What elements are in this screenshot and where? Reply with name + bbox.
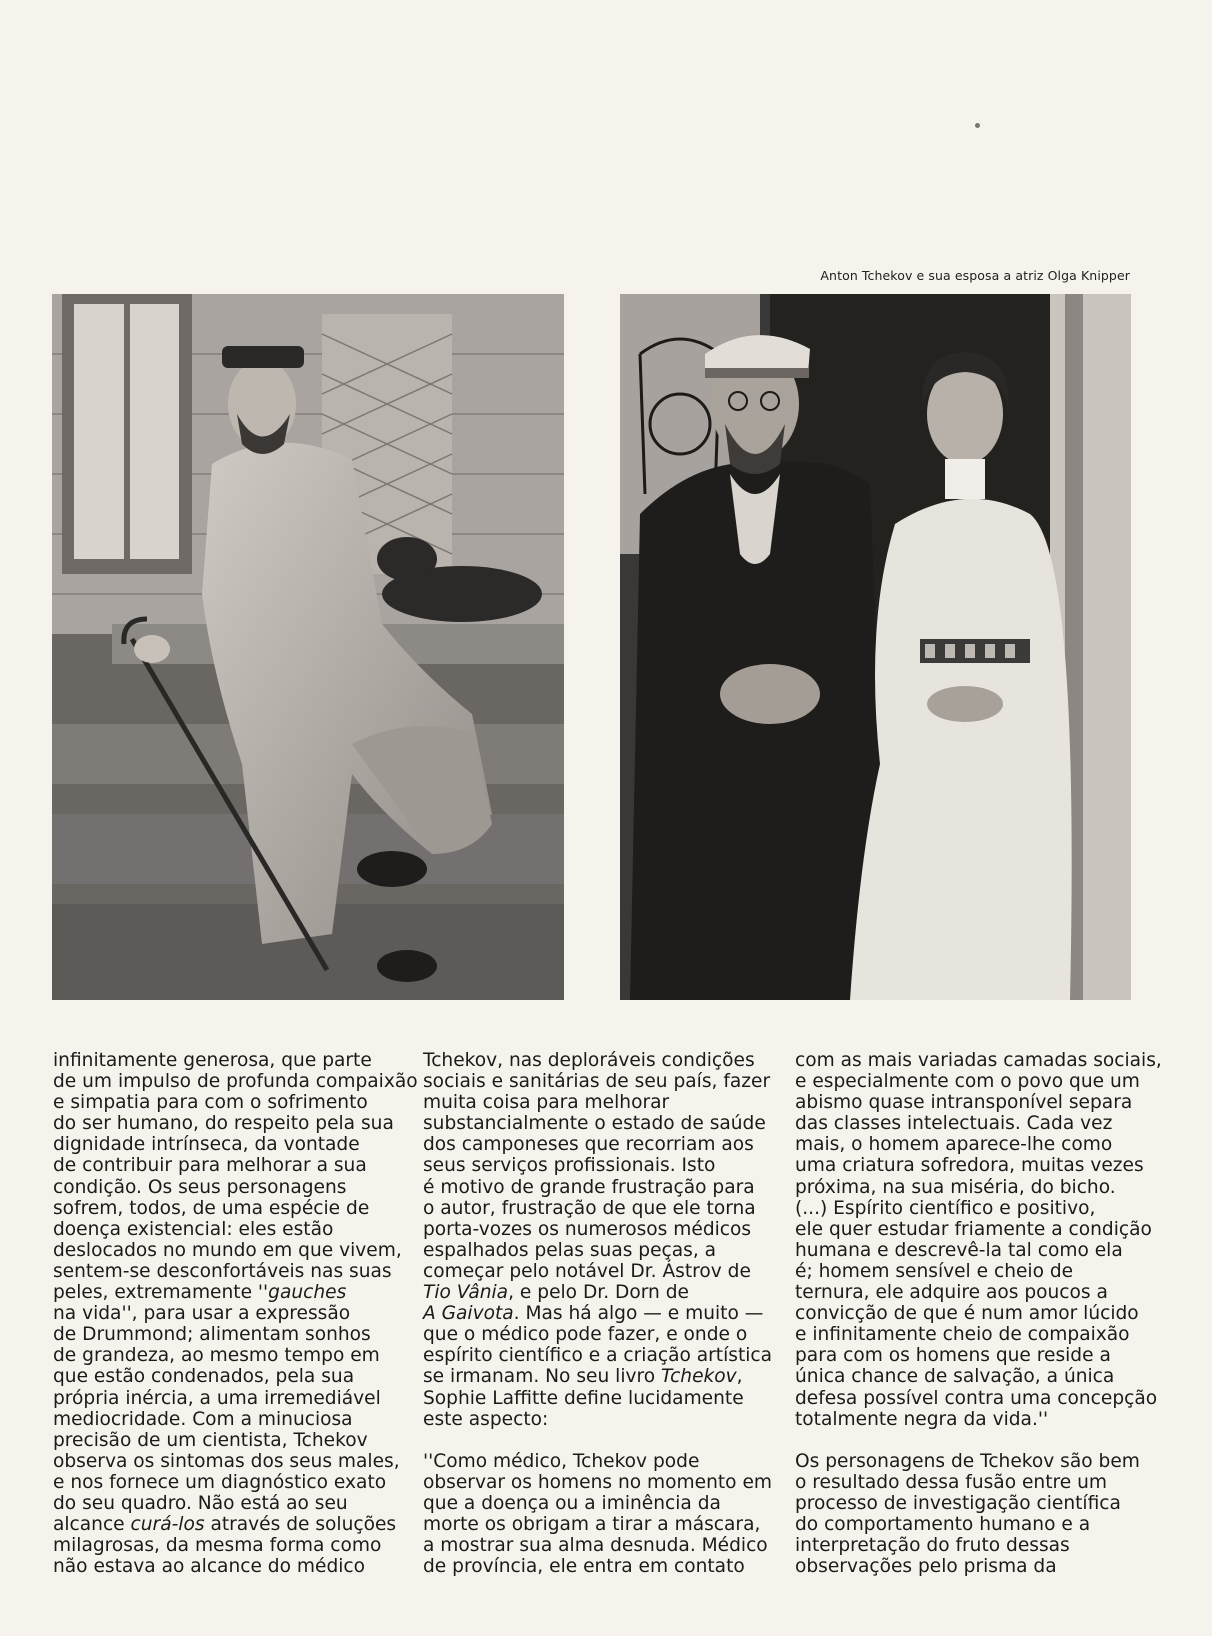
text-run: através de soluções [204,1514,397,1536]
text-column-2 [423,1050,773,1578]
text-run: morte os obrigam a tirar a máscara, [423,1513,761,1535]
text-run: muita coisa para melhorar [423,1092,670,1114]
text-line [53,1050,393,1071]
text-line [795,1450,1140,1472]
text-run: humana e descrevê-la tal como ela [795,1239,1123,1261]
text-column-3 [795,1050,1162,1578]
text-line [423,1409,763,1430]
text-line [423,1303,763,1324]
text-run: peles, extremamente '' [53,1282,269,1304]
text-run: de grandeza, ao mesmo tempo em [53,1345,380,1367]
text-line [423,1071,771,1093]
text-run: , [736,1366,743,1388]
text-run: dos camponeses que recorriam aos [423,1134,754,1156]
text-line [795,1409,1135,1430]
text-run: do seu quadro. Não está ao seu [53,1492,348,1514]
text-run: na vida'', para usar a expressão [53,1303,351,1325]
text-run: do comportamento humano e a [795,1513,1091,1535]
text-line [423,1050,763,1071]
text-line [53,1493,393,1514]
text-line [53,1366,393,1387]
text-run: de província, ele entra em contato [423,1556,745,1578]
text-run: de contribuir para melhorar a sua [53,1155,367,1177]
text-run: ele quer estudar friamente a condição [795,1218,1152,1240]
text-line [53,1409,393,1430]
photo-tchekov-seated [52,294,564,1000]
text-run: Tchekov, nas deploráveis condições [423,1050,755,1071]
text-run: gauches [268,1282,347,1304]
text-line [423,1345,773,1367]
text-line [53,1535,393,1556]
text-line [795,1303,1139,1325]
text-line [423,1240,763,1261]
text-line [795,1514,1135,1535]
text-run: processo de investigação científica [795,1492,1121,1514]
text-run: que a doença ou a iminência da [423,1492,721,1514]
text-run: abismo quase intransponível separa [795,1092,1133,1114]
text-line [423,1535,768,1557]
text-line [53,1092,393,1113]
text-run: mediocridade. Com a minuciosa [53,1408,353,1430]
text-line [423,1366,763,1387]
text-line [53,1430,393,1451]
text-run: deslocados no mundo em que vivem, [53,1239,402,1261]
text-run: se irmanam. No seu livro [423,1366,662,1388]
text-line [423,1324,763,1345]
text-run: alcance [53,1514,131,1536]
text-run: porta-vozes os numerosos médicos [423,1218,752,1240]
text-run: substancialmente o estado de saúde [423,1113,766,1135]
text-run: é; homem sensível e cheio de [795,1260,1074,1282]
text-run: ''Como médico, Tchekov pode [423,1450,700,1472]
text-line [795,1493,1135,1514]
text-run: próxima, na sua miséria, do bicho. [795,1176,1116,1198]
text-line [423,1113,766,1135]
text-line [423,1282,763,1303]
text-line [53,1198,393,1219]
text-line [53,1556,393,1577]
text-line [423,1556,763,1577]
text-line [53,1345,393,1366]
text-line [53,1282,393,1303]
text-line [423,1134,763,1155]
text-run: e nos fornece um diagnóstico exato [53,1471,387,1493]
text-run: não estava ao alcance do médico [53,1556,366,1578]
text-line [423,1388,763,1409]
text-line [423,1261,763,1282]
text-line [795,1261,1135,1282]
text-line [53,1071,418,1093]
text-run: o resultado dessa fusão entre um [795,1471,1107,1493]
text-run: precisão de um cientista, Tchekov [53,1429,368,1451]
paragraph [53,1050,418,1578]
text-run: do ser humano, do respeito pela sua [53,1113,394,1135]
text-line [795,1134,1135,1155]
photo-caption: Anton Tchekov e sua esposa a atriz Olga Knipper [820,268,1130,283]
text-run: de Drummond; alimentam sonhos [53,1324,371,1346]
text-run: . Mas há algo — e muito — [513,1303,764,1325]
paragraph [795,1050,1162,1430]
text-run: que o médico pode fazer, e onde o [423,1324,748,1346]
text-run: das classes intelectuais. Cada vez [795,1113,1113,1135]
text-line [53,1177,393,1198]
text-line [795,1113,1135,1134]
text-line [795,1387,1158,1409]
text-run: sociais e sanitárias de seu país, fazer [423,1071,771,1093]
text-line [423,1177,763,1198]
text-run: este aspecto: [423,1408,549,1430]
text-run: seus serviços profissionais. Isto [423,1155,716,1177]
text-line [53,1324,393,1345]
text-line [795,1556,1135,1577]
text-line [795,1472,1135,1493]
text-run: sentem-se desconfortáveis nas suas [53,1260,392,1282]
text-run: é motivo de grande frustração para [423,1176,755,1198]
paragraph [795,1450,1140,1578]
text-line [795,1535,1135,1556]
text-line [53,1450,400,1472]
text-run: Sophie Laffitte define lucidamente [423,1387,744,1409]
paper-speck [975,123,980,128]
text-run: e infinitamente cheio de compaixão [795,1324,1130,1346]
text-line [423,1514,763,1535]
text-line [795,1324,1135,1345]
text-run: milagrosas, da mesma forma como [53,1535,382,1557]
photo-tchekov-and-olga [620,294,1131,1000]
text-run: Tchekov [661,1366,737,1388]
text-run: infinitamente generosa, que parte [53,1050,372,1071]
text-run: uma criatura sofredora, muitas vezes [795,1155,1144,1177]
text-line [53,1514,397,1536]
text-line [53,1134,393,1155]
text-run: (...) Espírito científico e positivo, [795,1197,1096,1219]
text-line [423,1092,763,1113]
text-run: e simpatia para com o sofrimento [53,1092,368,1114]
text-run: própria inércia, a uma irremediável [53,1387,381,1409]
text-run: a mostrar sua alma desnuda. Médico [423,1535,768,1557]
text-line [53,1155,393,1176]
text-run: de um impulso de profunda compaixão [53,1071,418,1093]
text-run: A Gaivota [423,1303,514,1325]
text-run: o autor, frustração de que ele torna [423,1197,756,1219]
text-line [795,1092,1135,1113]
text-run: Os personagens de Tchekov são bem [795,1450,1140,1472]
text-run: única chance de salvação, a única [795,1366,1115,1388]
text-run: , e pelo Dr. Dorn de [508,1282,689,1304]
text-line [423,1219,763,1240]
text-line [53,1219,393,1240]
text-line [795,1345,1135,1366]
text-run: que estão condenados, pela sua [53,1366,355,1388]
text-run: ternura, ele adquire aos poucos a [795,1282,1108,1304]
text-run: totalmente negra da vida.'' [795,1408,1049,1430]
text-line [795,1218,1152,1240]
text-line [795,1071,1140,1093]
text-run: observa os sintomas dos seus males, [53,1450,400,1472]
text-run: sofrem, todos, de uma espécie de [53,1197,370,1219]
text-run: dignidade intrínseca, da vontade [53,1134,360,1156]
text-run: e especialmente com o povo que um [795,1071,1140,1093]
paragraph [423,1050,773,1430]
text-run: doença existencial: eles estão [53,1218,334,1240]
text-line [795,1366,1135,1387]
paragraph [423,1450,772,1578]
text-line [795,1177,1135,1198]
text-line [423,1451,763,1472]
text-run: mais, o homem aparece-lhe como [795,1134,1113,1156]
text-run: condição. Os seus personagens [53,1176,347,1198]
text-line [53,1239,402,1261]
text-run: convicção de que é num amor lúcido [795,1303,1139,1325]
text-run: começar pelo notável Dr. Ástrov de [423,1260,751,1282]
text-line [53,1388,393,1409]
text-run: curá-los [130,1514,205,1536]
text-line [795,1198,1135,1219]
text-line [423,1493,763,1514]
text-line [423,1471,772,1493]
text-line [795,1240,1135,1261]
text-line [53,1303,393,1324]
text-run: com as mais variadas camadas sociais, [795,1050,1162,1071]
text-run: espalhados pelas suas peças, a [423,1239,717,1261]
text-line [423,1198,763,1219]
text-run: espírito científico e a criação artística [423,1345,773,1367]
text-line [53,1113,393,1134]
text-line [53,1261,393,1282]
text-column-1 [53,1050,418,1578]
text-line [423,1155,763,1176]
text-run: observações pelo prisma da [795,1556,1057,1578]
text-run: observar os homens no momento em [423,1471,772,1493]
text-run: para com os homens que reside a [795,1345,1111,1367]
text-line [53,1472,393,1493]
text-line [795,1155,1144,1177]
text-run: interpretação do fruto dessas [795,1535,1070,1557]
text-run: defesa possível contra uma concepção [795,1387,1158,1409]
text-line [795,1282,1135,1303]
text-run: Tio Vânia [423,1282,509,1304]
text-line [795,1050,1162,1071]
